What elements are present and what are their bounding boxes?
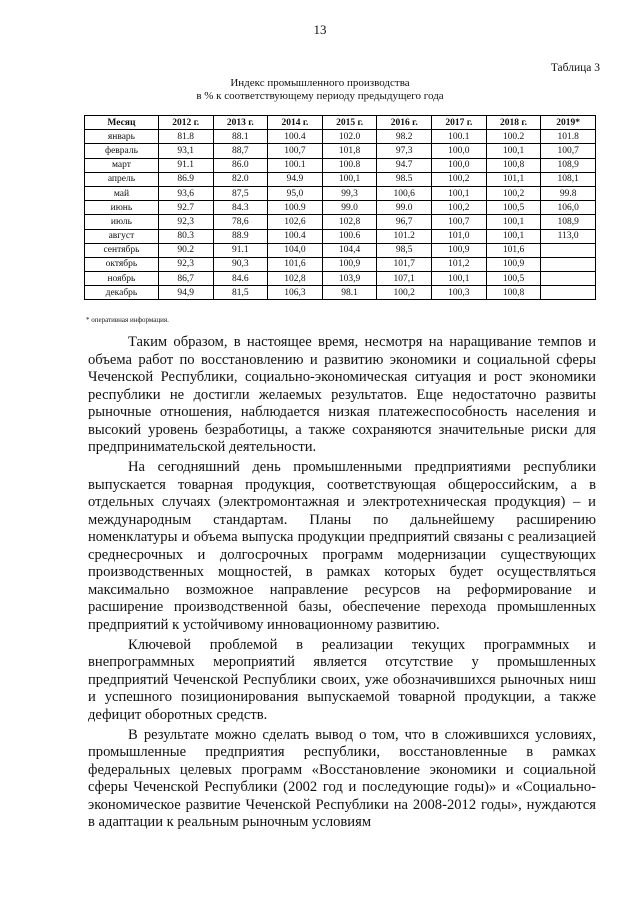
value-cell: 101,6	[268, 257, 323, 271]
value-cell: 100,2	[486, 186, 541, 200]
value-cell: 96,7	[377, 215, 432, 229]
value-cell: 91.1	[213, 243, 268, 257]
value-cell: 100.2	[486, 130, 541, 144]
value-cell: 103,9	[322, 272, 377, 286]
value-cell: 100.9	[268, 201, 323, 215]
month-cell: ноябрь	[85, 272, 159, 286]
value-cell: 93,6	[158, 186, 213, 200]
table-row	[85, 272, 596, 286]
value-cell: 100,5	[486, 201, 541, 215]
value-cell: 102,8	[322, 215, 377, 229]
value-cell: 88.1	[213, 130, 268, 144]
value-cell: 100,8	[486, 158, 541, 172]
table-row	[85, 186, 596, 200]
value-cell: 100,1	[432, 272, 487, 286]
paragraph: Ключевой проблемой в реализации текущих программных и внепрограммных мероприятий является отсутствие у промышленных предприятий Чеченской Республики своих, уже обозначившихся рыночных ниш и успешного позиционирования выпускаемой товарной продукции, а также дефицит оборотных средств.	[88, 636, 596, 723]
value-cell: 100,1	[486, 229, 541, 243]
value-cell: 104,0	[268, 243, 323, 257]
value-cell: 100,7	[541, 144, 596, 158]
value-cell: 100,2	[432, 201, 487, 215]
value-cell: 100,8	[486, 286, 541, 300]
month-cell: сентябрь	[85, 243, 159, 257]
body-text	[88, 334, 596, 834]
value-cell: 84.6	[213, 272, 268, 286]
value-cell: 95,0	[268, 186, 323, 200]
table-body	[85, 130, 596, 300]
value-cell: 104,4	[322, 243, 377, 257]
month-cell: июль	[85, 215, 159, 229]
column-header: 2015 г.	[322, 116, 377, 130]
value-cell: 97,3	[377, 144, 432, 158]
value-cell: 100.6	[322, 229, 377, 243]
value-cell: 108,1	[541, 172, 596, 186]
value-cell: 99.8	[541, 186, 596, 200]
value-cell: 92,3	[158, 257, 213, 271]
month-cell: июнь	[85, 201, 159, 215]
value-cell: 94,9	[158, 286, 213, 300]
table-row	[85, 215, 596, 229]
table-row	[85, 201, 596, 215]
value-cell: 101,7	[377, 257, 432, 271]
value-cell: 101,1	[486, 172, 541, 186]
value-cell: 102,6	[268, 215, 323, 229]
column-header: 2019*	[541, 116, 596, 130]
value-cell: 98.5	[377, 172, 432, 186]
table-title-line-1: Индекс промышленного производства	[230, 77, 410, 89]
value-cell: 88,7	[213, 144, 268, 158]
column-header: 2016 г.	[377, 116, 432, 130]
value-cell: 99.0	[322, 201, 377, 215]
value-cell: 100.1	[432, 130, 487, 144]
value-cell: 81,5	[213, 286, 268, 300]
table-row	[85, 286, 596, 300]
column-header: 2017 г.	[432, 116, 487, 130]
value-cell: 98.2	[377, 130, 432, 144]
value-cell: 99,3	[322, 186, 377, 200]
value-cell: 92,3	[158, 215, 213, 229]
table-footnote: * оперативная информация.	[86, 316, 169, 324]
value-cell: 100,1	[322, 172, 377, 186]
value-cell: 86.0	[213, 158, 268, 172]
month-cell: август	[85, 229, 159, 243]
value-cell: 100,9	[322, 257, 377, 271]
value-cell: 100.1	[268, 158, 323, 172]
value-cell: 100,7	[432, 215, 487, 229]
value-cell: 87,5	[213, 186, 268, 200]
value-cell: 113,0	[541, 229, 596, 243]
value-cell: 100,0	[432, 158, 487, 172]
value-cell	[541, 257, 596, 271]
value-cell: 100,0	[432, 144, 487, 158]
value-cell: 86.9	[158, 172, 213, 186]
value-cell: 107,1	[377, 272, 432, 286]
value-cell: 94.9	[268, 172, 323, 186]
month-cell: декабрь	[85, 286, 159, 300]
value-cell: 108,9	[541, 158, 596, 172]
month-cell: май	[85, 186, 159, 200]
month-cell: январь	[85, 130, 159, 144]
column-header: 2014 г.	[268, 116, 323, 130]
value-cell: 100,2	[432, 172, 487, 186]
value-cell: 90.2	[158, 243, 213, 257]
table-row	[85, 144, 596, 158]
value-cell	[541, 243, 596, 257]
value-cell: 106,3	[268, 286, 323, 300]
paragraph: На сегодняшний день промышленными предприятиями республики выпускается товарная продукция, соответствующая общероссийским, а в отдельных случаях (электромонтажная и электротехническая продукция) – и международным стандартам. Планы по дальнейшему расширению номенклатуры и объема выпуска продукции предприятий связаны с реализацией среднесрочных и долгосрочных программ модернизации существующих производственных мощностей, в рамках которых будет осуществляться максимально возможное направление ресурсов на реформирование и расширение производственной базы, обеспечение перехода промышленных предприятий к устойчивому инновационному развитию.	[88, 459, 596, 633]
value-cell: 98,5	[377, 243, 432, 257]
value-cell: 100.4	[268, 130, 323, 144]
value-cell: 100,6	[377, 186, 432, 200]
value-cell: 100.4	[268, 229, 323, 243]
value-cell	[541, 272, 596, 286]
table-title	[0, 77, 640, 103]
table-label: Таблица 3	[550, 62, 600, 74]
value-cell: 100,1	[432, 186, 487, 200]
table-header-row	[85, 116, 596, 130]
table-row	[85, 257, 596, 271]
value-cell: 100,9	[486, 257, 541, 271]
value-cell: 100,5	[486, 272, 541, 286]
month-cell: март	[85, 158, 159, 172]
value-cell: 108,9	[541, 215, 596, 229]
column-header: 2013 г.	[213, 116, 268, 130]
value-cell: 78,6	[213, 215, 268, 229]
value-cell: 100,2	[377, 286, 432, 300]
column-header: Месяц	[85, 116, 159, 130]
value-cell: 102.0	[322, 130, 377, 144]
paragraph: В результате можно сделать вывод о том, что в сложившихся условиях, промышленные предприятия республики, восстановленные в рамках федеральных целевых программ «Восстановление экономики и социальной сферы Чеченской Республики (2002 год и последующие годы)» и «Социально-экономическое развитие Чеченской Республики на 2008-2012 годы», нуждаются в адаптации к реальным рыночным условиям	[88, 726, 596, 830]
value-cell: 101,8	[322, 144, 377, 158]
value-cell: 100,7	[268, 144, 323, 158]
value-cell: 102,8	[268, 272, 323, 286]
value-cell: 84.3	[213, 201, 268, 215]
value-cell: 100,1	[486, 215, 541, 229]
value-cell: 100,3	[432, 286, 487, 300]
table-title-line-2: в % к соответствующему периоду предыдущего года	[196, 90, 444, 102]
value-cell: 88.9	[213, 229, 268, 243]
value-cell: 91.1	[158, 158, 213, 172]
value-cell: 101,2	[432, 257, 487, 271]
value-cell: 100,1	[486, 144, 541, 158]
value-cell: 101,0	[432, 229, 487, 243]
value-cell: 101.8	[541, 130, 596, 144]
month-cell: апрель	[85, 172, 159, 186]
value-cell: 98.1	[322, 286, 377, 300]
value-cell: 100.8	[322, 158, 377, 172]
value-cell: 80.3	[158, 229, 213, 243]
production-index-table	[84, 115, 596, 300]
page-number: 13	[313, 22, 327, 37]
column-header: 2012 г.	[158, 116, 213, 130]
table-row	[85, 243, 596, 257]
value-cell: 106,0	[541, 201, 596, 215]
table-row	[85, 130, 596, 144]
value-cell: 86,7	[158, 272, 213, 286]
value-cell: 100,9	[432, 243, 487, 257]
value-cell: 92.7	[158, 201, 213, 215]
paragraph: Таким образом, в настоящее время, несмотря на наращивание темпов и объема работ по восстановлению и развитию экономики и социальной сферы Чеченской Республики, социально-экономическая ситуация и рост экономики республики не достигли желаемых результатов. Еще недостаточно развиты рыночные отношения, наблюдается низкая платежеспособность населения и высокий уровень безработицы, а также сохраняются значительные риски для предпринимательской деятельности.	[88, 334, 596, 455]
value-cell: 81.8	[158, 130, 213, 144]
month-cell: октябрь	[85, 257, 159, 271]
month-cell: февраль	[85, 144, 159, 158]
value-cell: 94.7	[377, 158, 432, 172]
value-cell: 90,3	[213, 257, 268, 271]
value-cell: 93,1	[158, 144, 213, 158]
value-cell: 82.0	[213, 172, 268, 186]
table-row	[85, 158, 596, 172]
column-header: 2018 г.	[486, 116, 541, 130]
value-cell: 101.2	[377, 229, 432, 243]
value-cell	[541, 286, 596, 300]
value-cell: 101,6	[486, 243, 541, 257]
table-row	[85, 229, 596, 243]
value-cell: 99.0	[377, 201, 432, 215]
table-row	[85, 172, 596, 186]
